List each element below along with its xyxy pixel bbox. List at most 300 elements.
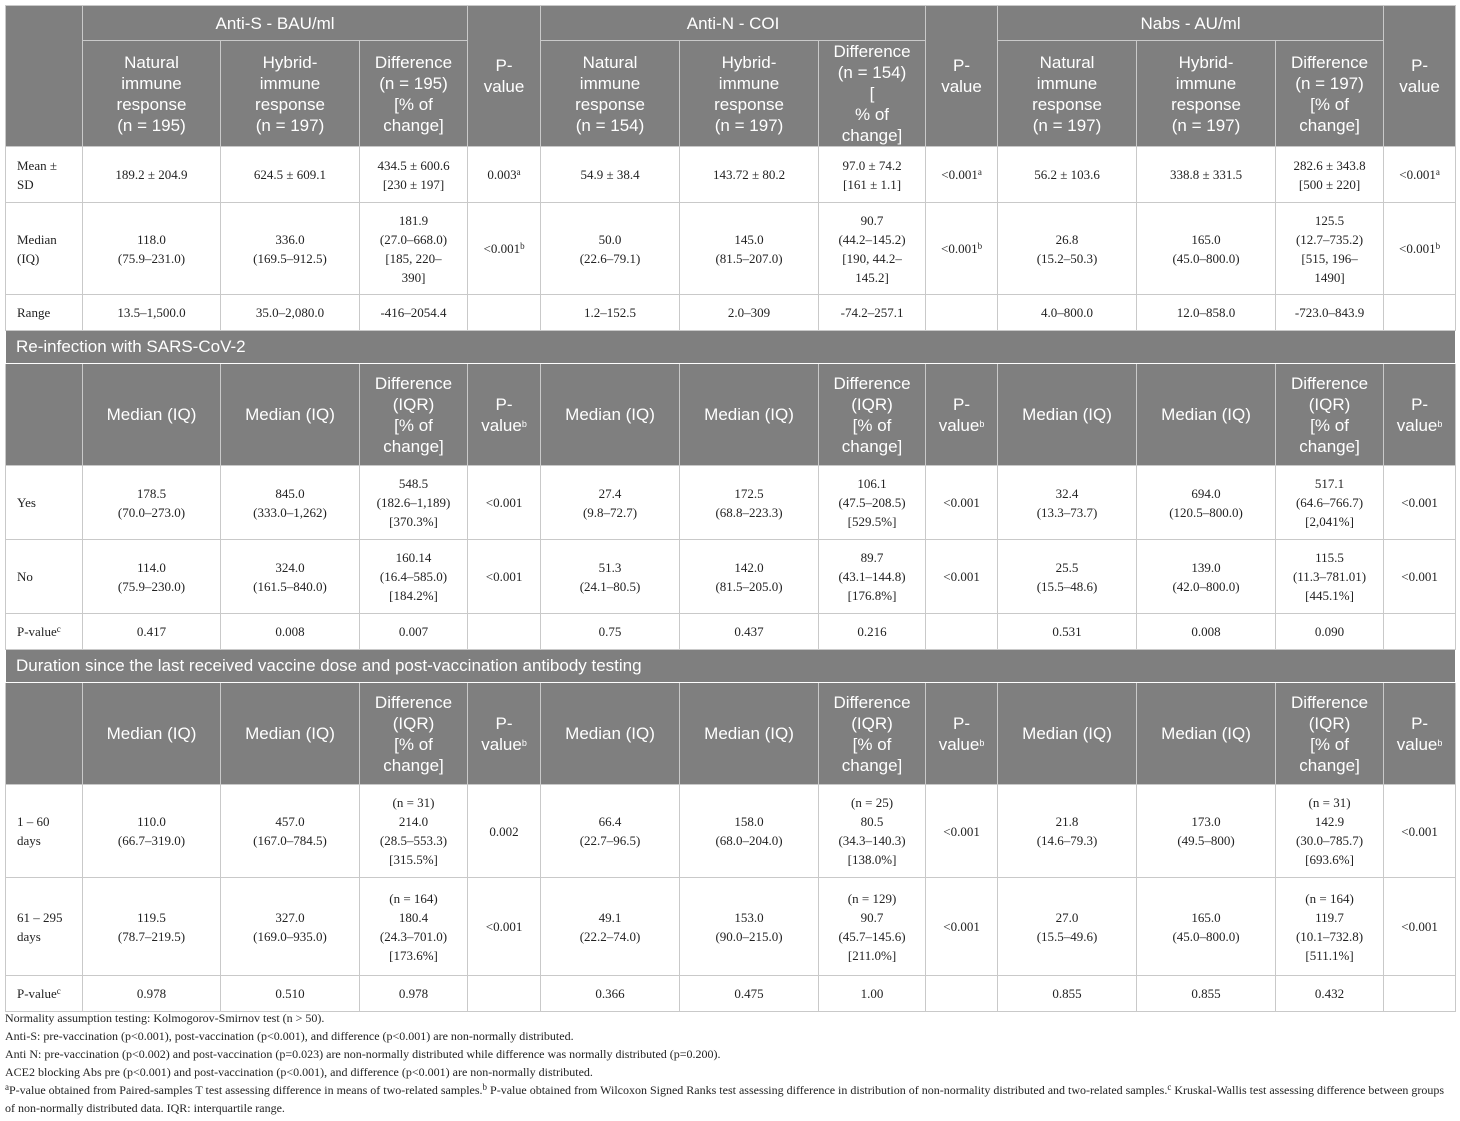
corner-cell xyxy=(6,683,83,785)
pvalue-cell xyxy=(1384,878,1456,976)
cell-text: (10.1–732.8) xyxy=(1295,928,1364,944)
cell-text: [515, 196– xyxy=(1301,250,1358,266)
data-cell xyxy=(1137,466,1276,540)
pvalue-cell xyxy=(926,203,998,295)
footnote-line xyxy=(5,1081,1455,1117)
data-cell xyxy=(360,466,468,540)
cell-text: 26.8 xyxy=(1055,231,1079,247)
pvalue-row xyxy=(6,614,1456,650)
cell-text: (75.9–230.0) xyxy=(117,578,186,594)
row-label xyxy=(6,976,83,1012)
cell-text: Median xyxy=(17,231,57,247)
cell-text: 1490] xyxy=(1314,269,1345,285)
cell-text: (IQR) xyxy=(1308,394,1351,414)
cell-text: P- xyxy=(495,394,513,414)
data-cell xyxy=(1276,466,1384,540)
cell-text: value$^b$ xyxy=(481,734,527,754)
cell-text: [161 ± 1.1] xyxy=(843,176,902,192)
cell-text: <0.001 xyxy=(485,919,523,934)
cell-text: 145.2] xyxy=(855,269,889,285)
cell-text: 0.003$^a$ xyxy=(487,167,521,182)
cell-text: (169.5–912.5) xyxy=(253,250,327,266)
cell-text: 0.475 xyxy=(734,986,764,1001)
pvalue-cell xyxy=(1384,976,1456,1012)
data-cell xyxy=(819,785,926,878)
data-cell xyxy=(680,147,819,203)
data-cell xyxy=(998,785,1137,878)
cell-text: (22.7–96.5) xyxy=(579,833,641,848)
cell-text: 115.5 xyxy=(1315,550,1344,565)
column-header xyxy=(680,41,819,147)
cell-text: (68.0–204.0) xyxy=(715,833,783,848)
cell-text: (43.1–144.8) xyxy=(838,569,906,584)
section-subheader-row xyxy=(6,683,1456,785)
cell-text: 89.7 xyxy=(860,550,884,565)
pvalue-cell xyxy=(468,614,541,650)
column-header xyxy=(221,41,360,147)
cell-text: [% of xyxy=(1310,415,1349,435)
header-sub-row xyxy=(6,41,1456,147)
table-row xyxy=(6,203,1456,295)
footnote-line: Normality assumption testing: Kolmogorov-Smirnov test (n > 50). xyxy=(5,1011,325,1025)
cell-text: [529.5%] xyxy=(847,514,897,529)
cell-text: immune xyxy=(1175,73,1237,93)
results-table xyxy=(5,5,1456,1012)
column-header xyxy=(1137,41,1276,147)
cell-text: 97.0 ± 74.2 xyxy=(842,157,902,173)
cell-text: <0.001$^a$ xyxy=(1399,167,1440,182)
cell-text: 282.6 ± 343.8 xyxy=(1293,157,1366,173)
cell-text: 180.4 xyxy=(398,909,429,925)
cell-text: <0.001 xyxy=(485,495,523,510)
cell-text: 434.5 ± 600.6 xyxy=(377,157,450,173)
cell-text: % of xyxy=(855,105,890,124)
corner-cell xyxy=(6,364,83,466)
footnote-line: ACE2 blocking Abs pre (p<0.001) and post-vaccination (p<0.001), and difference (p<0.001) are non-normally distributed. xyxy=(5,1065,593,1079)
section-title-row xyxy=(6,331,1456,364)
data-cell xyxy=(541,466,680,540)
data-cell xyxy=(680,976,819,1012)
cell-text: (9.8–72.7) xyxy=(582,504,638,520)
cell-text: (14.6–79.3) xyxy=(1036,833,1098,848)
data-cell xyxy=(1137,785,1276,878)
cell-text: value$^b$ xyxy=(1396,734,1443,754)
pvalue-header xyxy=(468,364,541,466)
cell-text: 173.0 xyxy=(1191,814,1221,829)
cell-text: change] xyxy=(383,115,444,135)
pvalue-cell xyxy=(468,147,541,203)
cell-text: (24.3–701.0) xyxy=(379,928,448,944)
data-cell xyxy=(360,203,468,295)
table-row xyxy=(6,466,1456,540)
cell-text: [% of xyxy=(394,94,433,114)
cell-text: 0.432 xyxy=(1314,986,1345,1001)
cell-text: Difference xyxy=(374,692,453,712)
row-label xyxy=(6,147,83,203)
cell-text: 0.417 xyxy=(136,624,167,639)
cell-text: Mean ± xyxy=(17,157,57,173)
cell-text: SD xyxy=(17,176,34,192)
cell-text: Hybrid- xyxy=(262,52,318,72)
cell-text: 139.0 xyxy=(1191,559,1221,575)
data-cell xyxy=(221,466,360,540)
cell-text: 125.5 xyxy=(1314,212,1345,228)
cell-text: P-value$^c$ xyxy=(17,986,61,1001)
cell-text: (120.5–800.0) xyxy=(1169,504,1243,520)
column-header: Median (IQ) xyxy=(83,364,221,466)
superscript: b xyxy=(979,737,985,748)
data-cell xyxy=(680,540,819,614)
data-cell xyxy=(680,614,819,650)
data-cell xyxy=(1276,976,1384,1012)
section-title: Duration since the last received vaccine dose and post-vaccination antibody testing xyxy=(6,650,1456,683)
cell-text: 0.437 xyxy=(734,624,764,639)
cell-text: [% of xyxy=(852,415,892,435)
pvalue-cell xyxy=(468,295,541,331)
cell-text: (n = 164) xyxy=(389,890,438,906)
section-title: Re-infection with SARS-CoV-2 xyxy=(6,331,1456,364)
cell-text: <0.001 xyxy=(1401,919,1438,934)
cell-text: [185, 220– xyxy=(385,250,442,266)
data-cell xyxy=(998,203,1137,295)
superscript: c xyxy=(1167,1082,1172,1092)
superscript: a xyxy=(516,167,521,177)
cell-text: response xyxy=(1171,94,1241,114)
cell-text: 153.0 xyxy=(734,909,764,925)
superscript: b xyxy=(521,418,527,429)
cell-text: (47.5–208.5) xyxy=(838,495,906,510)
pvalue-header xyxy=(926,364,998,466)
cell-text: 165.0 xyxy=(1191,909,1221,925)
cell-text: 158.0 xyxy=(734,814,764,829)
cell-text: [184.2%] xyxy=(389,588,438,603)
data-cell xyxy=(541,878,680,976)
row-label xyxy=(6,785,83,878)
pvalue-cell xyxy=(926,295,998,331)
cell-text: Difference xyxy=(374,52,453,72)
cell-text: change] xyxy=(841,436,903,456)
cell-text: (11.3–781.01) xyxy=(1292,569,1367,584)
data-cell xyxy=(83,466,221,540)
header-group-row xyxy=(6,6,1456,41)
row-label xyxy=(6,466,83,540)
table-row xyxy=(6,540,1456,614)
data-cell xyxy=(819,614,926,650)
cell-text: [2,041%] xyxy=(1305,514,1354,529)
column-header xyxy=(1276,683,1384,785)
data-cell xyxy=(83,976,221,1012)
cell-text: Yes xyxy=(17,495,36,510)
pvalue-cell xyxy=(1384,614,1456,650)
data-cell xyxy=(680,785,819,878)
pvalue-cell xyxy=(926,878,998,976)
cell-text: (n = 129) xyxy=(847,890,897,906)
cell-text: 106.1 xyxy=(857,476,887,491)
data-cell xyxy=(998,614,1137,650)
data-cell xyxy=(83,540,221,614)
cell-text: 390] xyxy=(401,269,426,285)
cell-text: (81.5–207.0) xyxy=(715,250,783,266)
cell-text: 27.4 xyxy=(598,485,622,501)
cell-text: Hybrid- xyxy=(721,52,777,72)
footnote-text: P-value obtained from Paired-samples T test assessing difference in means of two-related samples. xyxy=(9,1083,483,1097)
cell-text: 165.0 xyxy=(1191,231,1221,247)
column-header xyxy=(819,364,926,466)
cell-text: 845.0 xyxy=(275,485,305,501)
cell-text: Difference xyxy=(833,373,911,393)
column-header xyxy=(360,41,468,147)
data-cell xyxy=(998,976,1137,1012)
cell-text: 214.0 xyxy=(398,814,429,829)
cell-text: P- xyxy=(1411,713,1429,733)
cell-text: 0.978 xyxy=(136,986,167,1001)
cell-text: (22.6–79.1) xyxy=(579,250,641,266)
cell-text: (15.5–48.6) xyxy=(1036,578,1098,594)
cell-text: (n = 154) xyxy=(837,63,907,82)
cell-text: immune xyxy=(259,73,321,93)
superscript: b xyxy=(1435,241,1441,251)
data-cell xyxy=(1137,147,1276,203)
cell-text: [% of xyxy=(1310,734,1349,754)
cell-text: [315.5%] xyxy=(389,852,438,867)
data-cell xyxy=(1137,976,1276,1012)
cell-text: (78.7–219.5) xyxy=(117,928,186,944)
cell-text: 90.7 xyxy=(860,212,884,228)
cell-text: 694.0 xyxy=(1191,485,1221,501)
cell-text: immune xyxy=(1036,73,1098,93)
data-cell xyxy=(83,878,221,976)
column-header: Median (IQ) xyxy=(680,364,819,466)
cell-text: P- xyxy=(1411,394,1429,414)
cell-text: (n = 154) xyxy=(575,115,645,135)
cell-text: 0.855 xyxy=(1052,986,1082,1001)
cell-text: 119.5 xyxy=(137,909,166,925)
cell-text: 25.5 xyxy=(1055,559,1079,575)
superscript: a xyxy=(977,167,982,177)
cell-text: 1 – 60 xyxy=(17,814,50,829)
cell-text: [693.6%] xyxy=(1305,852,1354,867)
cell-text: (45.7–145.6) xyxy=(838,928,906,944)
cell-text: days xyxy=(17,833,41,848)
cell-text: change] xyxy=(1299,115,1360,135)
cell-text: 160.14 xyxy=(395,550,432,565)
column-header xyxy=(83,41,221,147)
cell-text: <0.001 xyxy=(1401,823,1438,839)
cell-text: Difference xyxy=(1290,373,1369,393)
cell-text: 118.0 xyxy=(137,231,166,247)
cell-text: Natural xyxy=(124,52,179,72)
cell-text: (22.2–74.0) xyxy=(579,928,641,944)
cell-text: P- xyxy=(953,713,971,733)
data-cell xyxy=(221,614,360,650)
cell-text: [190, 44.2– xyxy=(842,250,902,266)
pvalue-cell xyxy=(926,614,998,650)
data-cell xyxy=(1276,878,1384,976)
data-cell xyxy=(360,878,468,976)
cell-text: 12.0–858.0 xyxy=(1176,305,1236,320)
pvalue-row xyxy=(6,976,1456,1012)
data-cell xyxy=(819,466,926,540)
data-cell xyxy=(221,147,360,203)
data-cell xyxy=(819,878,926,976)
cell-text: [138.0%] xyxy=(847,852,897,867)
data-cell xyxy=(1276,147,1384,203)
data-cell xyxy=(83,785,221,878)
data-cell xyxy=(360,540,468,614)
column-header: Median (IQ) xyxy=(221,364,360,466)
pvalue-cell xyxy=(1384,466,1456,540)
cell-text: 324.0 xyxy=(275,559,305,575)
cell-text: change] xyxy=(1299,436,1360,456)
data-cell xyxy=(360,976,468,1012)
pvalue-cell xyxy=(1384,540,1456,614)
cell-text: value xyxy=(941,77,982,96)
pvalue-cell xyxy=(926,540,998,614)
cell-text: 32.4 xyxy=(1055,485,1079,501)
cell-text: 61 – 295 xyxy=(17,909,63,925)
cell-text: (n = 197) xyxy=(1032,115,1102,135)
cell-text: 0.008 xyxy=(275,624,305,639)
superscript: b xyxy=(482,1082,488,1092)
cell-text: 548.5 xyxy=(398,476,429,491)
cell-text: (70.0–273.0) xyxy=(117,504,186,520)
cell-text: [% of xyxy=(1310,94,1349,114)
cell-text: (n = 197) xyxy=(255,115,325,135)
column-header: Median (IQ) xyxy=(83,683,221,785)
cell-text: <0.001$^b$ xyxy=(940,241,983,256)
cell-text: (333.0–1,262) xyxy=(253,504,327,520)
data-cell xyxy=(541,295,680,331)
cell-text: 457.0 xyxy=(275,814,305,829)
cell-text: [173.6%] xyxy=(389,947,438,963)
cell-text: 189.2 ± 204.9 xyxy=(115,167,188,182)
cell-text: [% of xyxy=(394,415,433,435)
cell-text: 181.9 xyxy=(398,212,429,228)
pvalue-cell xyxy=(468,785,541,878)
cell-text: (n = 164) xyxy=(1305,890,1354,906)
pvalue-cell xyxy=(1384,147,1456,203)
cell-text: (16.4–585.0) xyxy=(379,569,448,584)
cell-text: [% of xyxy=(852,734,892,754)
cell-text: 13.5–1,500.0 xyxy=(117,305,186,320)
cell-text: (24.1–80.5) xyxy=(579,578,641,594)
footnote-text: Kruskal-Wallis test assessing difference between groups of non-normally distributed data. IQR: interquartile range. xyxy=(5,1083,1445,1115)
data-cell xyxy=(1137,295,1276,331)
cell-text: 142.9 xyxy=(1314,814,1345,829)
superscript: b xyxy=(521,737,527,748)
cell-text: 0.366 xyxy=(595,986,625,1001)
cell-text: 27.0 xyxy=(1055,909,1079,925)
cell-text: P- xyxy=(953,56,971,75)
data-cell xyxy=(819,976,926,1012)
column-header: Median (IQ) xyxy=(541,683,680,785)
cell-text: 145.0 xyxy=(734,231,764,247)
cell-text: immune xyxy=(718,73,780,93)
cell-text: (27.0–668.0) xyxy=(379,231,448,247)
group-header: Anti-S - BAU/ml xyxy=(83,6,468,41)
data-cell xyxy=(360,614,468,650)
table-footnotes xyxy=(5,1009,1455,1117)
cell-text: 1.00 xyxy=(860,986,884,1001)
cell-text: (n = 197) xyxy=(1295,73,1364,93)
cell-text: response xyxy=(1032,94,1102,114)
cell-text: 0.007 xyxy=(398,624,429,639)
pvalue-header xyxy=(926,683,998,785)
data-cell xyxy=(541,976,680,1012)
cell-text: Range xyxy=(17,305,51,320)
cell-text: Difference xyxy=(1290,52,1369,72)
section-subheader-row xyxy=(6,364,1456,466)
pvalue-header xyxy=(1384,683,1456,785)
cell-text: response xyxy=(255,94,325,114)
cell-text: <0.001$^b$ xyxy=(483,241,525,256)
cell-text: (161.5–840.0) xyxy=(253,578,327,594)
data-cell xyxy=(998,466,1137,540)
cell-text: immune xyxy=(579,73,641,93)
cell-text: (34.3–140.3) xyxy=(838,833,906,848)
cell-text: 142.0 xyxy=(734,559,764,575)
data-cell xyxy=(998,540,1137,614)
superscript: b xyxy=(520,241,525,251)
data-cell xyxy=(998,878,1137,976)
cell-text: 51.3 xyxy=(598,559,622,575)
cell-text: (IQR) xyxy=(1308,713,1351,733)
data-cell xyxy=(360,147,468,203)
cell-text: response xyxy=(575,94,645,114)
cell-text: (IQ) xyxy=(17,250,40,266)
group-header: Nabs - AU/ml xyxy=(998,6,1384,41)
column-header xyxy=(360,683,468,785)
data-cell xyxy=(1137,540,1276,614)
data-cell xyxy=(680,466,819,540)
cell-text: 66.4 xyxy=(598,814,622,829)
superscript: c xyxy=(56,624,61,634)
cell-text: (n = 31) xyxy=(1308,795,1351,810)
data-cell xyxy=(83,203,221,295)
cell-text: Natural xyxy=(582,52,638,72)
cell-text: (n = 197) xyxy=(714,115,784,135)
column-header: Median (IQ) xyxy=(221,683,360,785)
data-cell xyxy=(221,976,360,1012)
pvalue-cell xyxy=(1384,203,1456,295)
footnote-line: Anti-S: pre-vaccination (p<0.001), post-vaccination (p<0.001), and difference (p<0.001) are non-normally distributed. xyxy=(5,1029,574,1043)
cell-text: <0.001 xyxy=(1401,495,1438,510)
column-header xyxy=(819,683,926,785)
row-label xyxy=(6,540,83,614)
cell-text: 0.855 xyxy=(1191,986,1221,1001)
cell-text: 50.0 xyxy=(598,231,622,247)
data-cell xyxy=(680,295,819,331)
data-cell xyxy=(541,785,680,878)
pvalue-header xyxy=(1384,364,1456,466)
cell-text: 0.090 xyxy=(1314,624,1345,639)
cell-text: 178.5 xyxy=(136,485,167,501)
superscript: b xyxy=(979,418,985,429)
pvalue-cell xyxy=(468,540,541,614)
cell-text: (n = 195) xyxy=(379,73,448,93)
cell-text: 327.0 xyxy=(275,909,305,925)
pvalue-cell xyxy=(1384,295,1456,331)
cell-text: <0.001 xyxy=(943,919,980,934)
data-cell xyxy=(541,614,680,650)
superscript: a xyxy=(1435,167,1440,177)
cell-text: 517.1 xyxy=(1314,476,1345,491)
data-cell xyxy=(221,295,360,331)
pvalue-header xyxy=(468,683,541,785)
cell-text: value$^b$ xyxy=(481,415,527,435)
column-header xyxy=(541,41,680,147)
pvalue-cell xyxy=(926,466,998,540)
